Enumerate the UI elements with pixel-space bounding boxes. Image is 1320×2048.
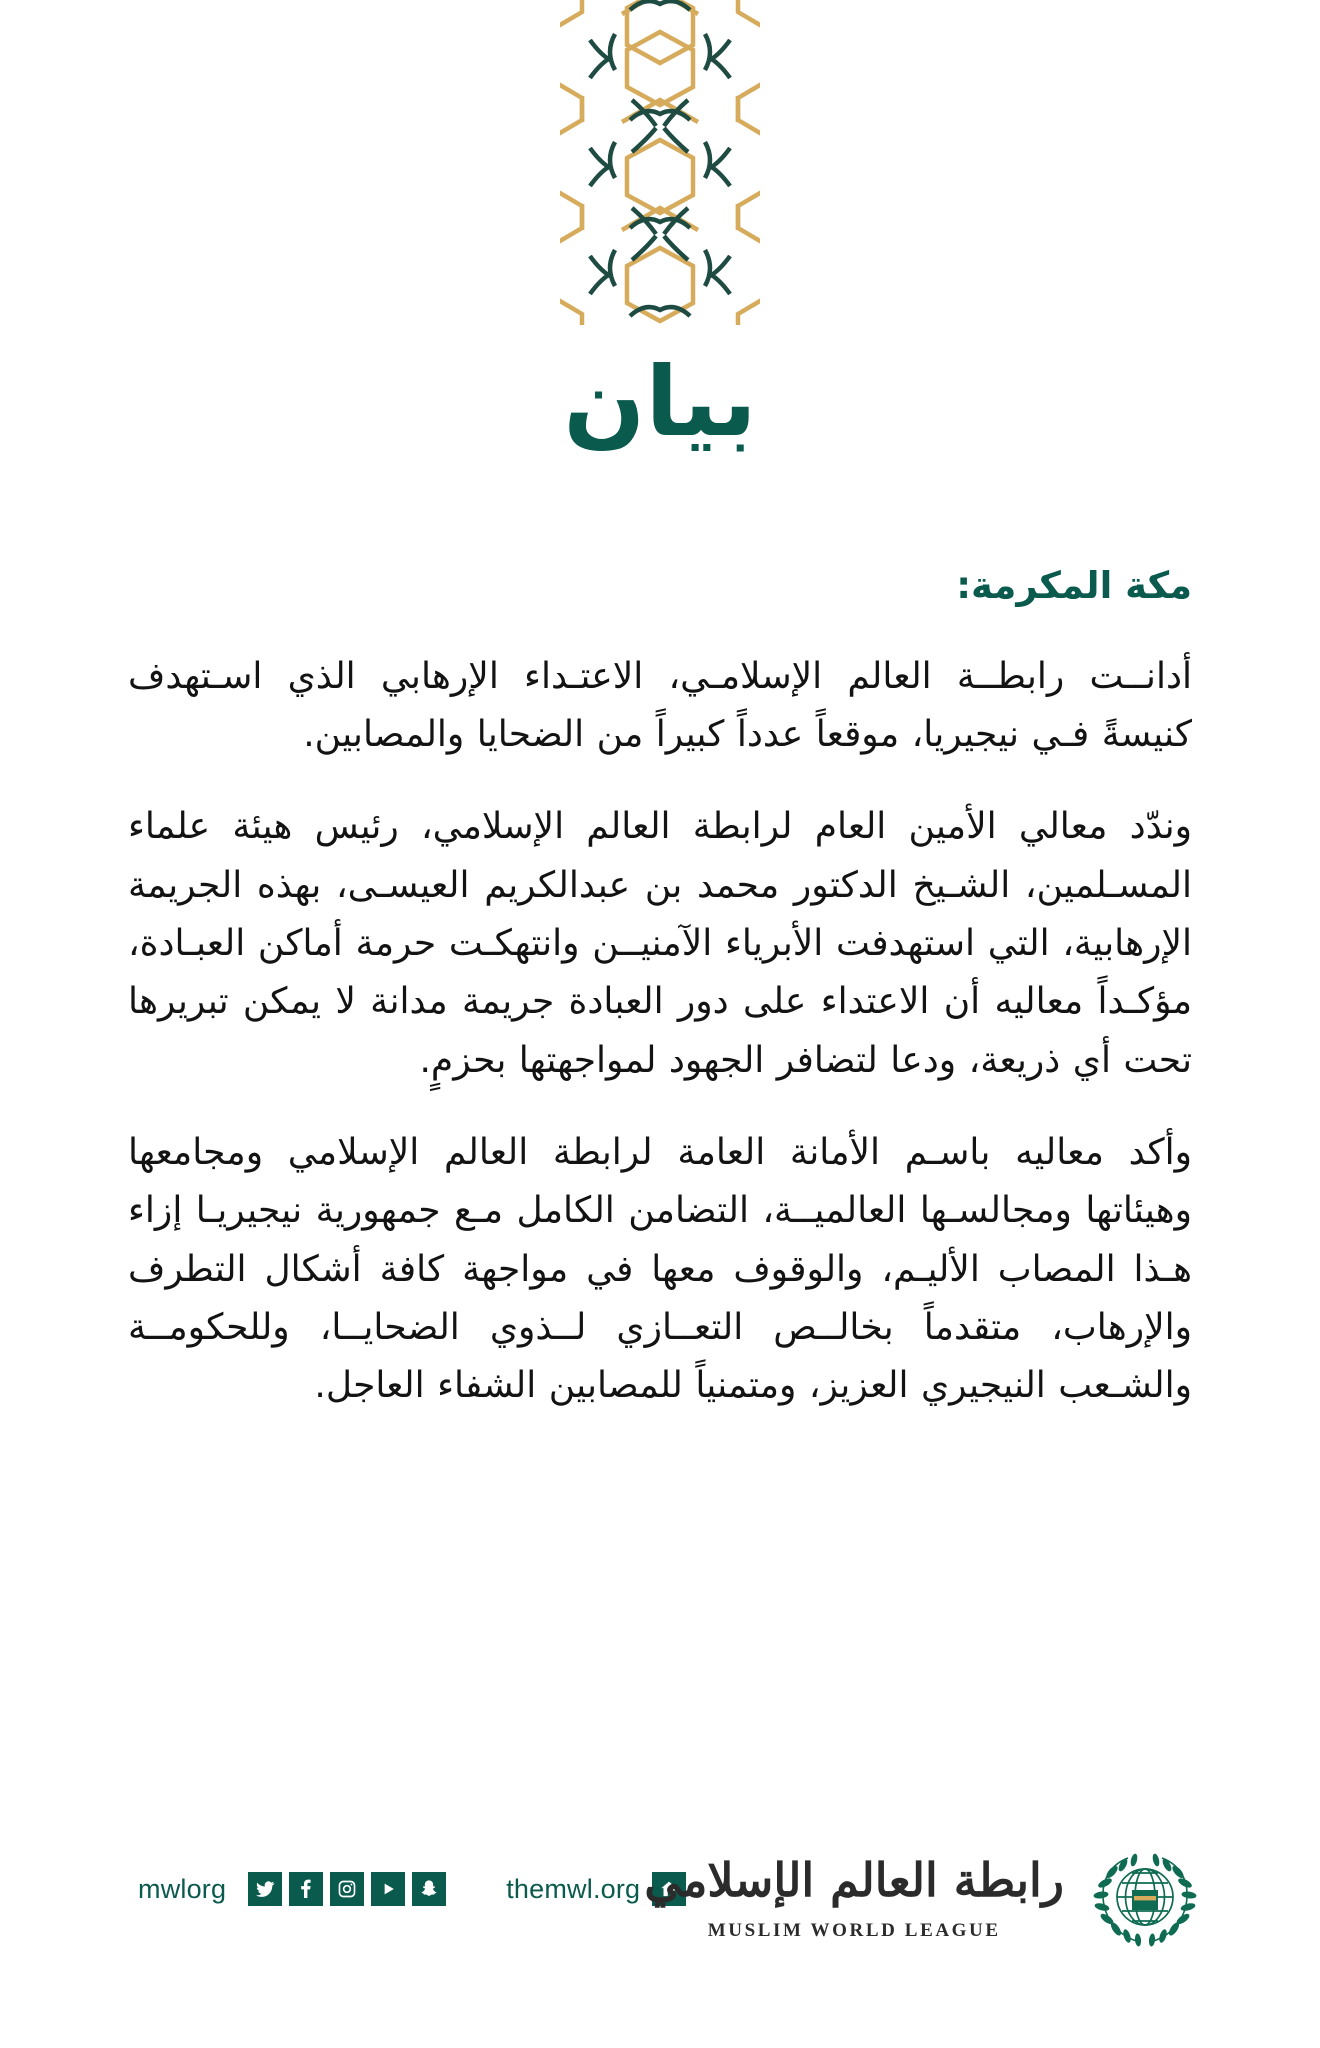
social-bar (138, 1872, 686, 1906)
title-block (0, 346, 1320, 458)
mwl-wordmark-arabic: رابطة العالم الإسلامي (644, 1853, 1064, 1908)
twitter-icon[interactable] (248, 1872, 282, 1906)
globe-wreath-emblem-icon (1090, 1842, 1200, 1952)
instagram-icon[interactable] (330, 1872, 364, 1906)
social-handle: mwlorg (138, 1873, 227, 1904)
mwl-wordmark (644, 1852, 1064, 1942)
dateline: مكة المكرمة: (956, 564, 1192, 607)
page-title: بيان (563, 346, 757, 458)
statement-paragraph: وندّد معالي الأمين العام لرابطة العالم الإسلامي، رئيس هيئة علماء المسـلمين، الشـيخ الدكتور محمد بن عبدالكريم العيسـى، بهذه الجريمة الإرهابية، التي استهدفت الأبرياء الآمنيــن وانتهكـت حرمة أماكن العبـادة، مؤكـداً معاليه أن الاعتداء على دور العبادة جريمة مدانة لا يمكن تبريرها تحت أي ذريعة، ودعا لتضافر الجهود لمواجهتها بحزمٍ. (128, 806, 1192, 1081)
website-label: themwl.org (506, 1873, 641, 1904)
islamic-pattern-ornament (560, 0, 760, 325)
statement-paragraph: وأكد معاليه باسـم الأمانة العامة لرابطة العالم الإسلامي ومجامعها وهيئاتها ومجالسـها العالميــة، التضامن الكامل مـع جمهورية نيجيريـا إزاء هـذا المصاب الأليـم، والوقوف معها في مواجهة كافة أشكال التطرف والإرهاب، متقدماً بخالــص التعــازي لــذوي الضحايــا، وللحكومــة والشـعب النيجيري العزيز، ومتمنياً للمصابين الشفاء العاجل. (128, 1131, 1192, 1407)
social-icon-row (248, 1872, 446, 1906)
mwl-logo-lockup (644, 1842, 1200, 1952)
facebook-icon[interactable] (289, 1872, 323, 1906)
snapchat-icon[interactable] (412, 1872, 446, 1906)
footer (0, 1836, 1320, 1986)
mwl-wordmark-english: MUSLIM WORLD LEAGUE (707, 1919, 1001, 1941)
statement-paragraph: أدانــت رابطــة العالم الإسلامـي، الاعتـداء الإرهابي الذي اسـتهدف كنيسةً فـي نيجيريا، موقعاً عدداً كبيراً من الضحايا والمصابين. (128, 655, 1192, 756)
youtube-icon[interactable] (371, 1872, 405, 1906)
statement-body (128, 560, 1192, 1416)
